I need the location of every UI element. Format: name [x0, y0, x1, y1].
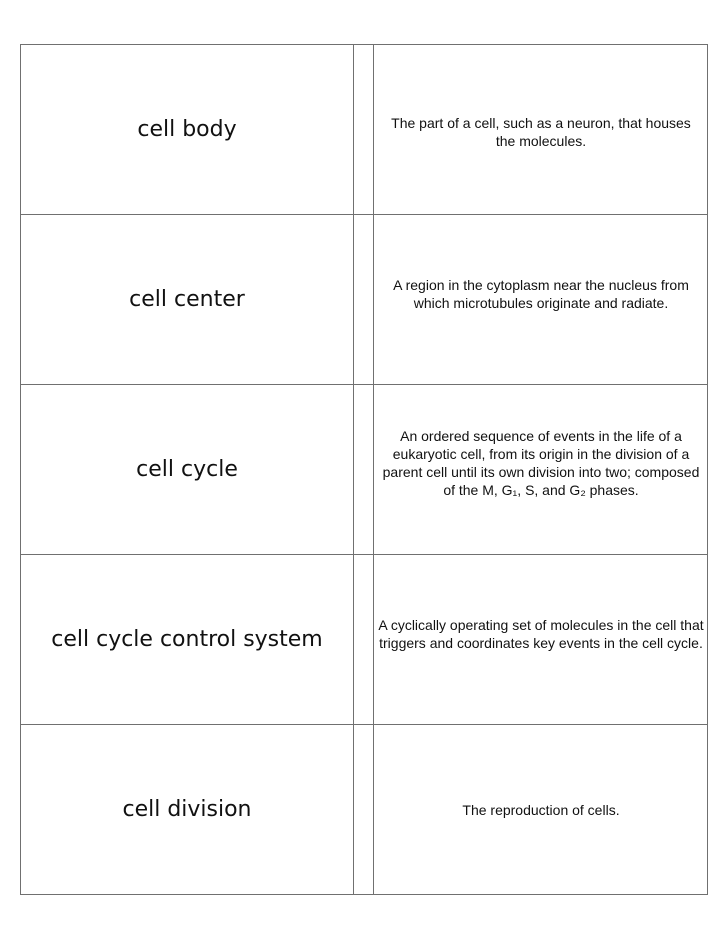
- flashcard-row: [21, 215, 707, 385]
- flashcard-row: [21, 385, 707, 555]
- card-definition: [375, 45, 707, 214]
- card-definition: [375, 725, 707, 894]
- definition-text: The reproduction of cells.: [462, 802, 620, 818]
- card-term: cell cycle: [136, 457, 238, 482]
- card-term: cell division: [122, 797, 252, 822]
- card-term: cell body: [137, 117, 237, 142]
- fold-gutter: [353, 725, 374, 894]
- card-term: cell center: [129, 287, 245, 312]
- flashcard-row: [21, 45, 707, 215]
- definition-text: The part of a cell, such as a neuron, that houses the molecules.: [391, 115, 691, 149]
- fold-gutter: [353, 385, 374, 554]
- flashcard-sheet: [20, 44, 708, 895]
- definition-text: A cyclically operating set of molecules in the cell that triggers and coordinates key events in the cell cycle.: [378, 617, 704, 651]
- fold-gutter: [353, 555, 374, 724]
- card-definition: [375, 555, 707, 724]
- definition-text: A region in the cytoplasm near the nucleus from which microtubules originate and radiate.: [393, 277, 689, 311]
- card-definition: [375, 385, 707, 554]
- flashcard-row: [21, 555, 707, 725]
- card-definition: [375, 215, 707, 384]
- definition-text: An ordered sequence of events in the life of a eukaryotic cell, from its origin in the division of a parent cell until its own division into two; composed of the M, G₁, S, and G₂ phases.: [382, 428, 700, 498]
- fold-gutter: [353, 45, 374, 214]
- fold-gutter: [353, 215, 374, 384]
- card-term: cell cycle control system: [51, 627, 323, 652]
- flashcard-row: [21, 725, 707, 894]
